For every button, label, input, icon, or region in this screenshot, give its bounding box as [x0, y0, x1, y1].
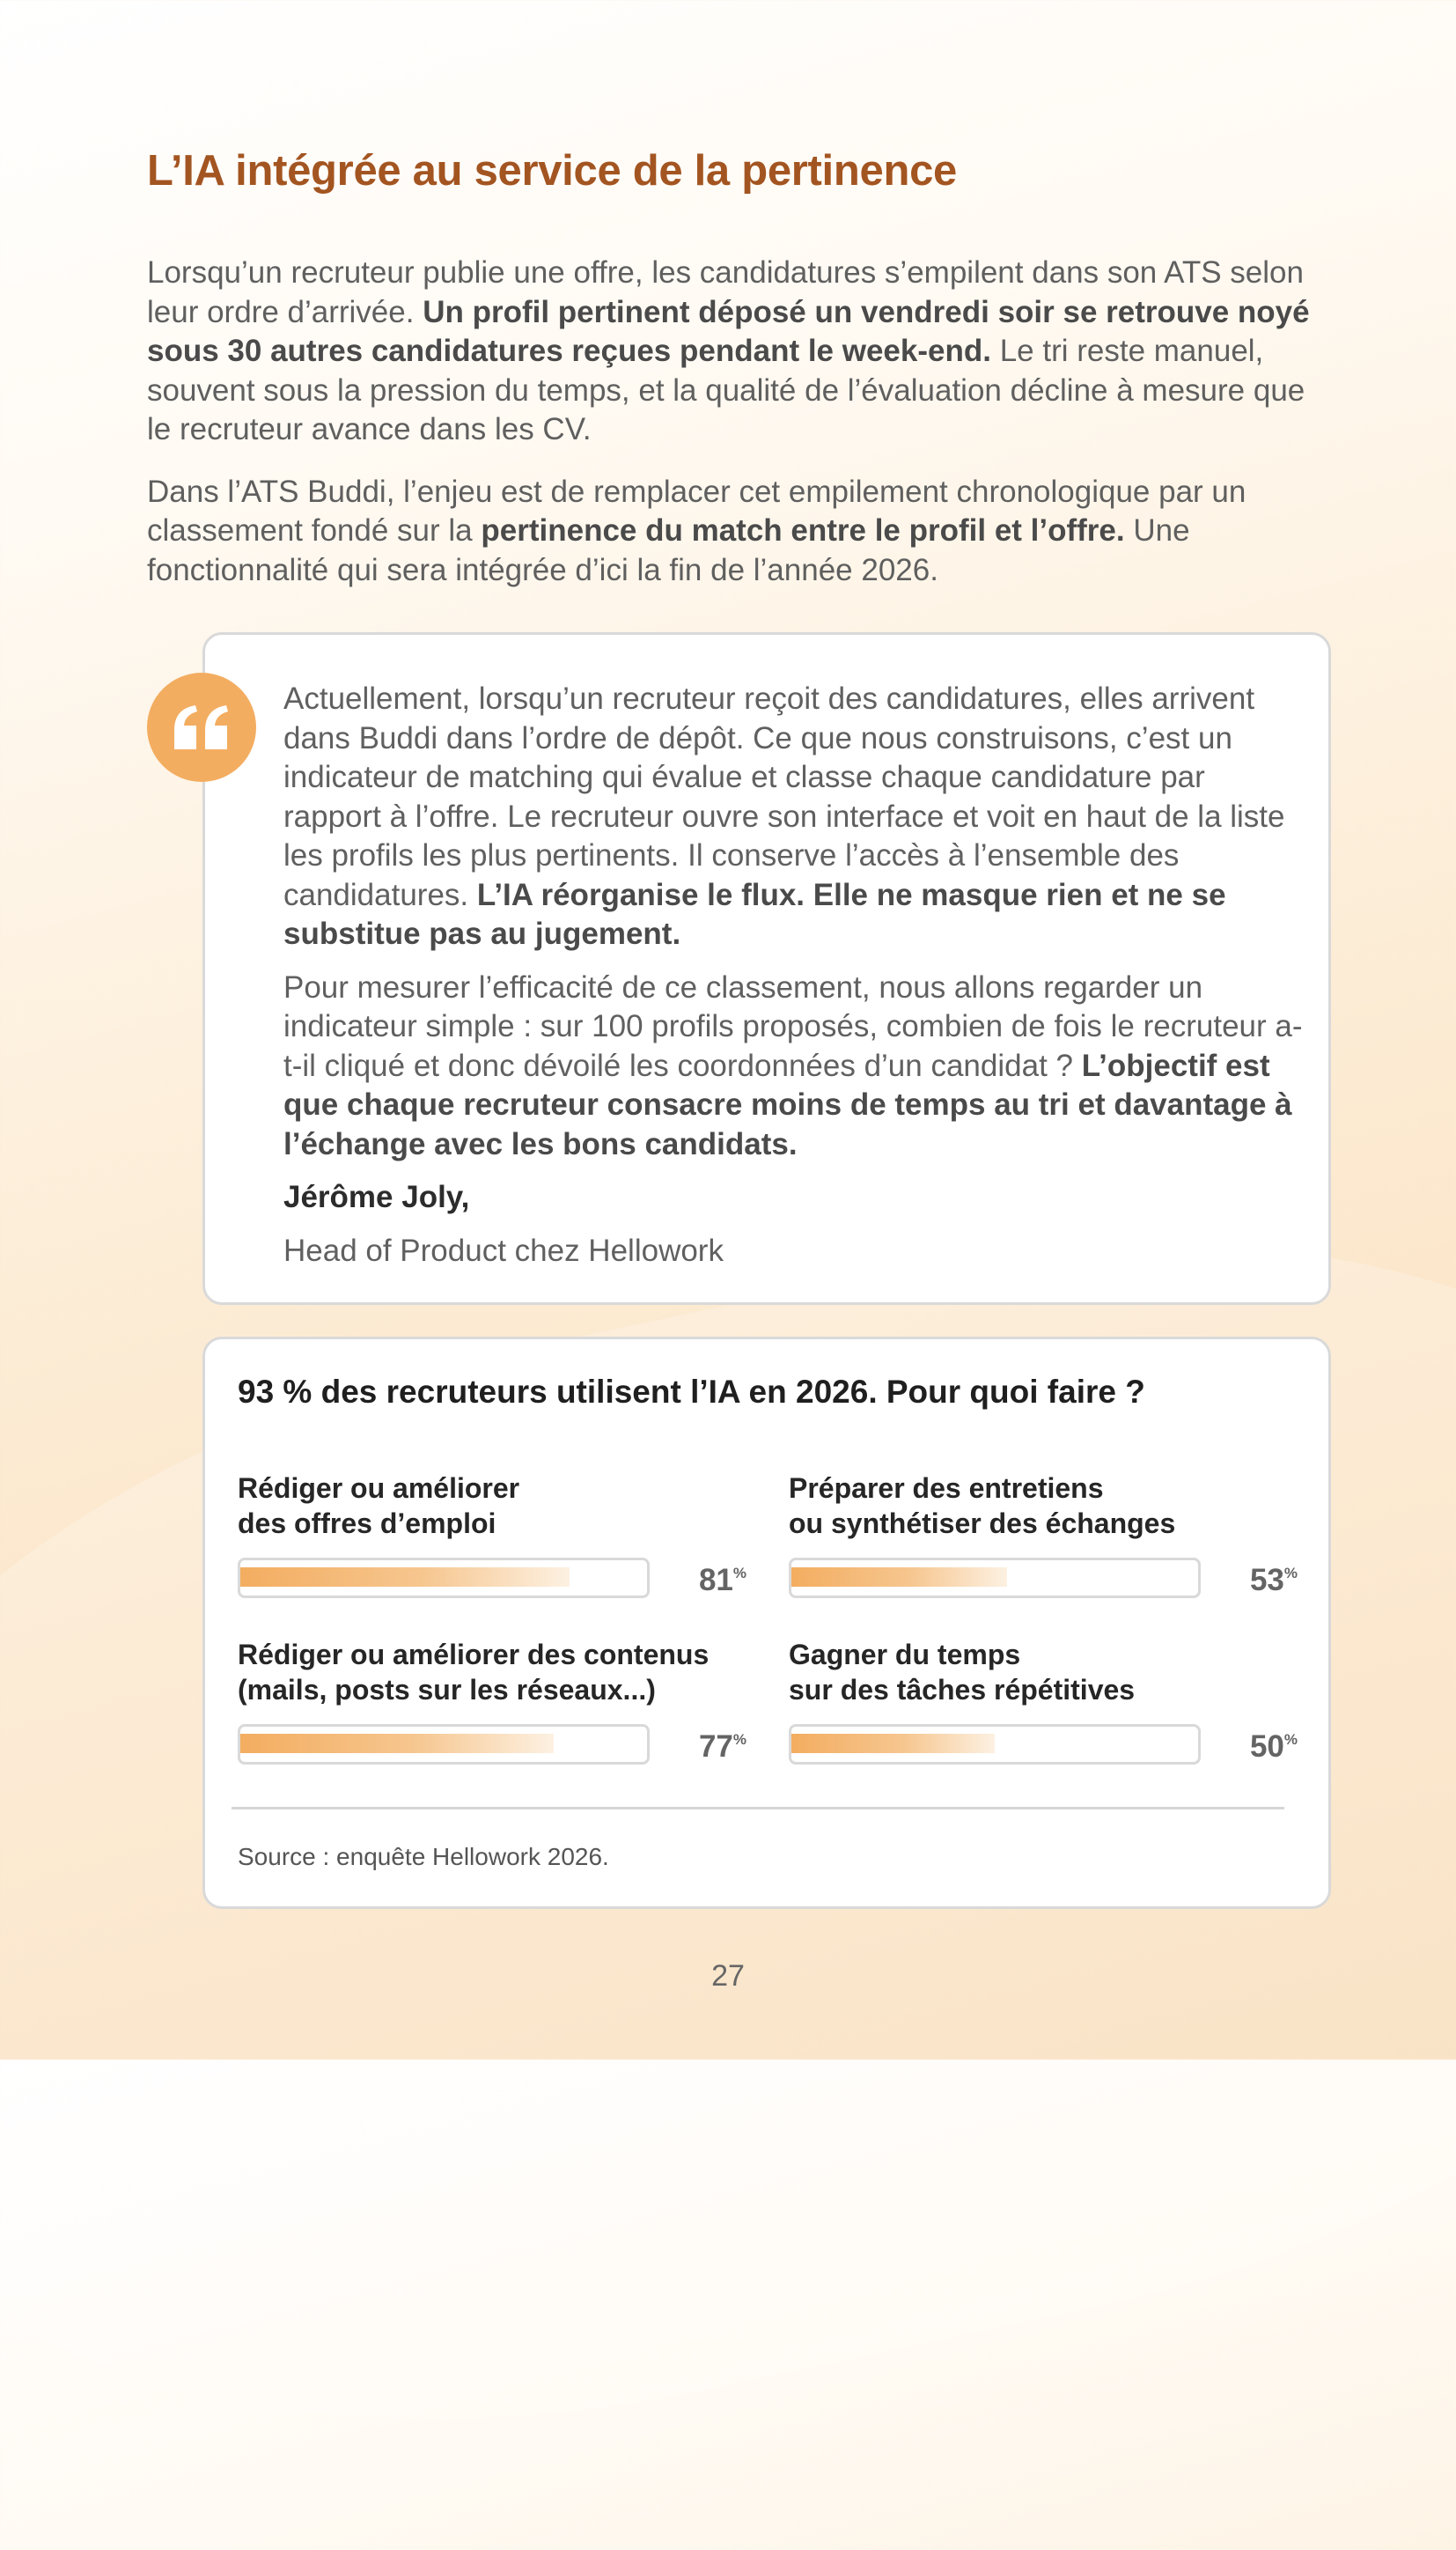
bar-fill: [240, 1734, 554, 1753]
stat-label: Rédiger ou améliorer des offres d’emploi: [238, 1472, 520, 1539]
stat-label: Préparer des entretiens ou synthétiser des échanges: [789, 1472, 1176, 1539]
intro-section: [147, 254, 1327, 613]
stat-value: 53%: [1249, 1563, 1298, 1597]
bar-fill: [791, 1734, 995, 1753]
bar-track: [789, 1558, 1201, 1598]
bar-track: [238, 1724, 650, 1765]
page-title: L’IA intégrée au service de la pertinence: [147, 147, 957, 195]
stats-title: 93 % des recruteurs utilisent l’IA en 2026. Pour quoi faire ?: [238, 1374, 1145, 1410]
stat-value: 81%: [698, 1563, 746, 1597]
intro-paragraph-2: Dans l’ATS Buddi, l’enjeu est de remplacer cet empilement chronologique par un classement fondé sur la pertinence du match entre le profil et l’offre. Une fonctionnalité qui sera intégrée d’ici la fin de l’année 2026.: [147, 474, 1246, 587]
stats-card: [202, 1337, 1331, 1909]
author-role: Head of Product chez Hellowork: [283, 1233, 724, 1268]
quote-badge: [147, 673, 256, 782]
intro-paragraph-1: Lorsqu’un recruteur publie une offre, les candidatures s’empilent dans son ATS selon leur ordre d’arrivée. Un profil pertinent déposé un vendredi soir se retrouve noyé sous 30 autres candidatures reçues pendant le week-end. Le tri reste manuel, souvent sous la pression du temps, et la qualité de l’évaluation décline à mesure que le recruteur avance dans les CV.: [147, 255, 1310, 446]
quote-paragraph-1: Actuellement, lorsqu’un recruteur reçoit des candidatures, elles arrivent dans Buddi dans l’ordre de dépôt. Ce que nous construisons, c’est un indicateur de matching qui évalue et classe chaque candidature par rapport à l’offre. Le recruteur ouvre son interface et voit en haut de la liste les profils les plus pertinents. Il conserve l’accès à l’ensemble des candidatures. L’IA réorganise le flux. Elle ne masque rien et ne se substitue pas au jugement.: [283, 682, 1285, 951]
divider: [232, 1807, 1284, 1809]
bar-fill: [791, 1567, 1007, 1587]
quote-mark-icon: [173, 704, 231, 751]
author-name: Jérôme Joly,: [283, 1180, 470, 1214]
bar-track: [789, 1724, 1201, 1765]
stat-label: Rédiger ou améliorer des contenus (mails, posts sur les réseaux...): [238, 1639, 710, 1706]
source-note: Source : enquête Hellowork 2026.: [238, 1843, 609, 1870]
stat-label: Gagner du temps sur des tâches répétitives: [789, 1639, 1136, 1706]
page-number: 27: [711, 1959, 745, 1993]
stat-value: 77%: [698, 1729, 746, 1764]
bar-fill: [240, 1567, 570, 1587]
quote-paragraph-2: Pour mesurer l’efficacité de ce classement, nous allons regarder un indicateur simple : sur 100 profils proposés, combien de fois le recruteur a-t-il cliqué et donc dévoilé les coordonnées d’un candidat ? L’objectif est que chaque recruteur consacre moins de temps au tri et davantage à l’échange avec les bons candidats.: [283, 969, 1303, 1161]
quote-text: [283, 680, 1305, 1285]
stat-value: 50%: [1249, 1729, 1298, 1764]
bar-track: [238, 1558, 650, 1598]
